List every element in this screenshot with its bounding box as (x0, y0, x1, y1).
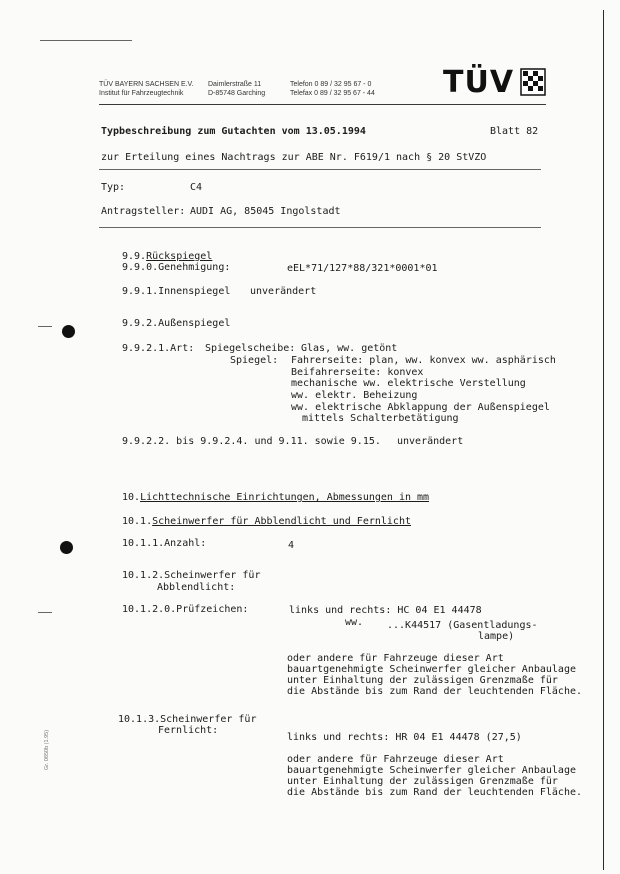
low-beam-alt-marking-cont: lampe) (478, 631, 515, 642)
bavaria-shield-icon (520, 68, 546, 96)
low-beam-alt-prefix: ww. (345, 617, 364, 628)
section-10-number: 10. (122, 492, 141, 503)
section-10-1-2-label-cont: Abblendlicht: (157, 582, 236, 593)
section-10-1-2-0-label: 10.1.2.0.Prüfzeichen: (122, 604, 249, 615)
headlamp-count: 4 (288, 540, 295, 551)
mirror-glass-value: Glas, ww. getönt (301, 343, 398, 354)
folding-value-cont: mittels Schalterbetätigung (302, 413, 459, 424)
section-10-1-3-label: 10.1.3.Scheinwerfer für (118, 714, 257, 725)
section-9-9-2-2-value: unverändert (397, 436, 464, 447)
section-10-1-title: Scheinwerfer für Abblendlicht und Fernlicht (152, 516, 411, 527)
section-10-1-2-label: 10.1.2.Scheinwerfer für (122, 570, 261, 581)
section-10-1-number: 10.1. (122, 516, 153, 527)
heating-value: ww. elektr. Beheizung (291, 390, 418, 401)
low-beam-marking: links und rechts: HC 04 E1 44478 (289, 605, 482, 616)
high-beam-marking: links und rechts: HR 04 E1 44478 (27,5) (287, 732, 522, 743)
org-city: D-85748 Garching (208, 90, 266, 97)
section-9-9-2-2-label: 9.9.2.2. bis 9.9.2.4. und 9.11. sowie 9.15. (122, 436, 381, 447)
passenger-side-value: Beifahrerseite: konvex (291, 367, 424, 378)
section-10-1-1-label: 10.1.1.Anzahl: (122, 538, 207, 549)
corner-mark (40, 40, 132, 41)
section-10-title: Lichttechnische Einrichtungen, Abmessungen in mm (140, 492, 430, 503)
mirror-label: Spiegel: (230, 355, 279, 366)
scan-edge (603, 10, 604, 870)
org-fax: Telefax 0 89 / 32 95 67 - 44 (290, 90, 375, 97)
section-10-1-heading (122, 516, 411, 528)
high-beam-text-3: unter Einhaltung der zulässigen Grenzmaße für (287, 776, 558, 787)
low-beam-text-4: die Abstände bis zum Rand der leuchtenden Fläche. (287, 686, 583, 697)
doc-subtitle: zur Erteilung eines Nachtrags zur ABE Nr. F619/1 nach § 20 StVZO (101, 152, 487, 163)
org-name: TÜV BAYERN SACHSEN E.V. (99, 81, 194, 88)
driver-side-value: Fahrerseite: plan, ww. konvex ww. asphärisch (291, 355, 556, 366)
typ-value: C4 (190, 182, 203, 193)
section-9-9-number: 9.9. (122, 251, 147, 262)
section-10-1-3-label-cont: Fernlicht: (158, 725, 219, 736)
approval-number: eEL*71/127*88/321*0001*01 (287, 263, 438, 274)
header-rule (99, 104, 546, 105)
org-street: Daimlerstraße 11 (208, 81, 262, 88)
mirror-glass-label: Spiegelscheibe: (205, 343, 296, 354)
title-rule (99, 169, 541, 170)
org-phone: Telefon 0 89 / 32 95 67 - 0 (290, 81, 372, 88)
folding-value: ww. elektrische Abklappung der Außenspiegel (291, 402, 550, 413)
section-9-9-1-label: 9.9.1.Innenspiegel (122, 286, 231, 297)
section-9-9-2-1-label: 9.9.2.1.Art: (122, 343, 195, 354)
low-beam-text-3: unter Einhaltung der zulässigen Grenzmaße für (287, 675, 558, 686)
high-beam-text-2: bauartgenehmigte Scheinwerfer gleicher Anbaulage (287, 765, 576, 776)
applicant-value: AUDI AG, 85045 Ingolstadt (190, 206, 341, 217)
section-10-heading (122, 492, 429, 504)
fold-mark-bottom (38, 612, 52, 613)
section-9-9-1-value: unverändert (250, 286, 317, 297)
punch-hole-bottom (60, 541, 73, 554)
high-beam-text-1: oder andere für Fahrzeuge dieser Art (287, 754, 504, 765)
doc-title: Typbeschreibung zum Gutachten vom 13.05.1994 (101, 126, 366, 137)
section-9-9-0-label: 9.9.0.Genehmigung: (122, 262, 231, 273)
adjustment-value: mechanische ww. elektrische Verstellung (291, 378, 526, 389)
org-institute: Institut für Fahrzeugtechnik (99, 90, 184, 97)
low-beam-text-2: bauartgenehmigte Scheinwerfer gleicher Anbaulage (287, 664, 576, 675)
fold-mark-top (38, 326, 52, 327)
form-number: Gr. 0850b (1.95) (44, 729, 50, 770)
section-9-9-title: Rückspiegel (146, 251, 213, 262)
sheet-number: Blatt 82 (490, 126, 539, 137)
applicant-label: Antragsteller: (101, 206, 186, 217)
tuv-logo-text: TÜV (443, 65, 515, 100)
low-beam-text-1: oder andere für Fahrzeuge dieser Art (287, 653, 504, 664)
section-9-9-2-label: 9.9.2.Außenspiegel (122, 318, 231, 329)
low-beam-alt-marking: ...K44517 (Gasentladungs- (387, 620, 538, 631)
applicant-rule (99, 227, 541, 228)
punch-hole-top (62, 325, 75, 338)
high-beam-text-4: die Abstände bis zum Rand der leuchtenden Fläche. (287, 787, 583, 798)
typ-label: Typ: (101, 182, 126, 193)
tuv-logo (443, 65, 515, 100)
